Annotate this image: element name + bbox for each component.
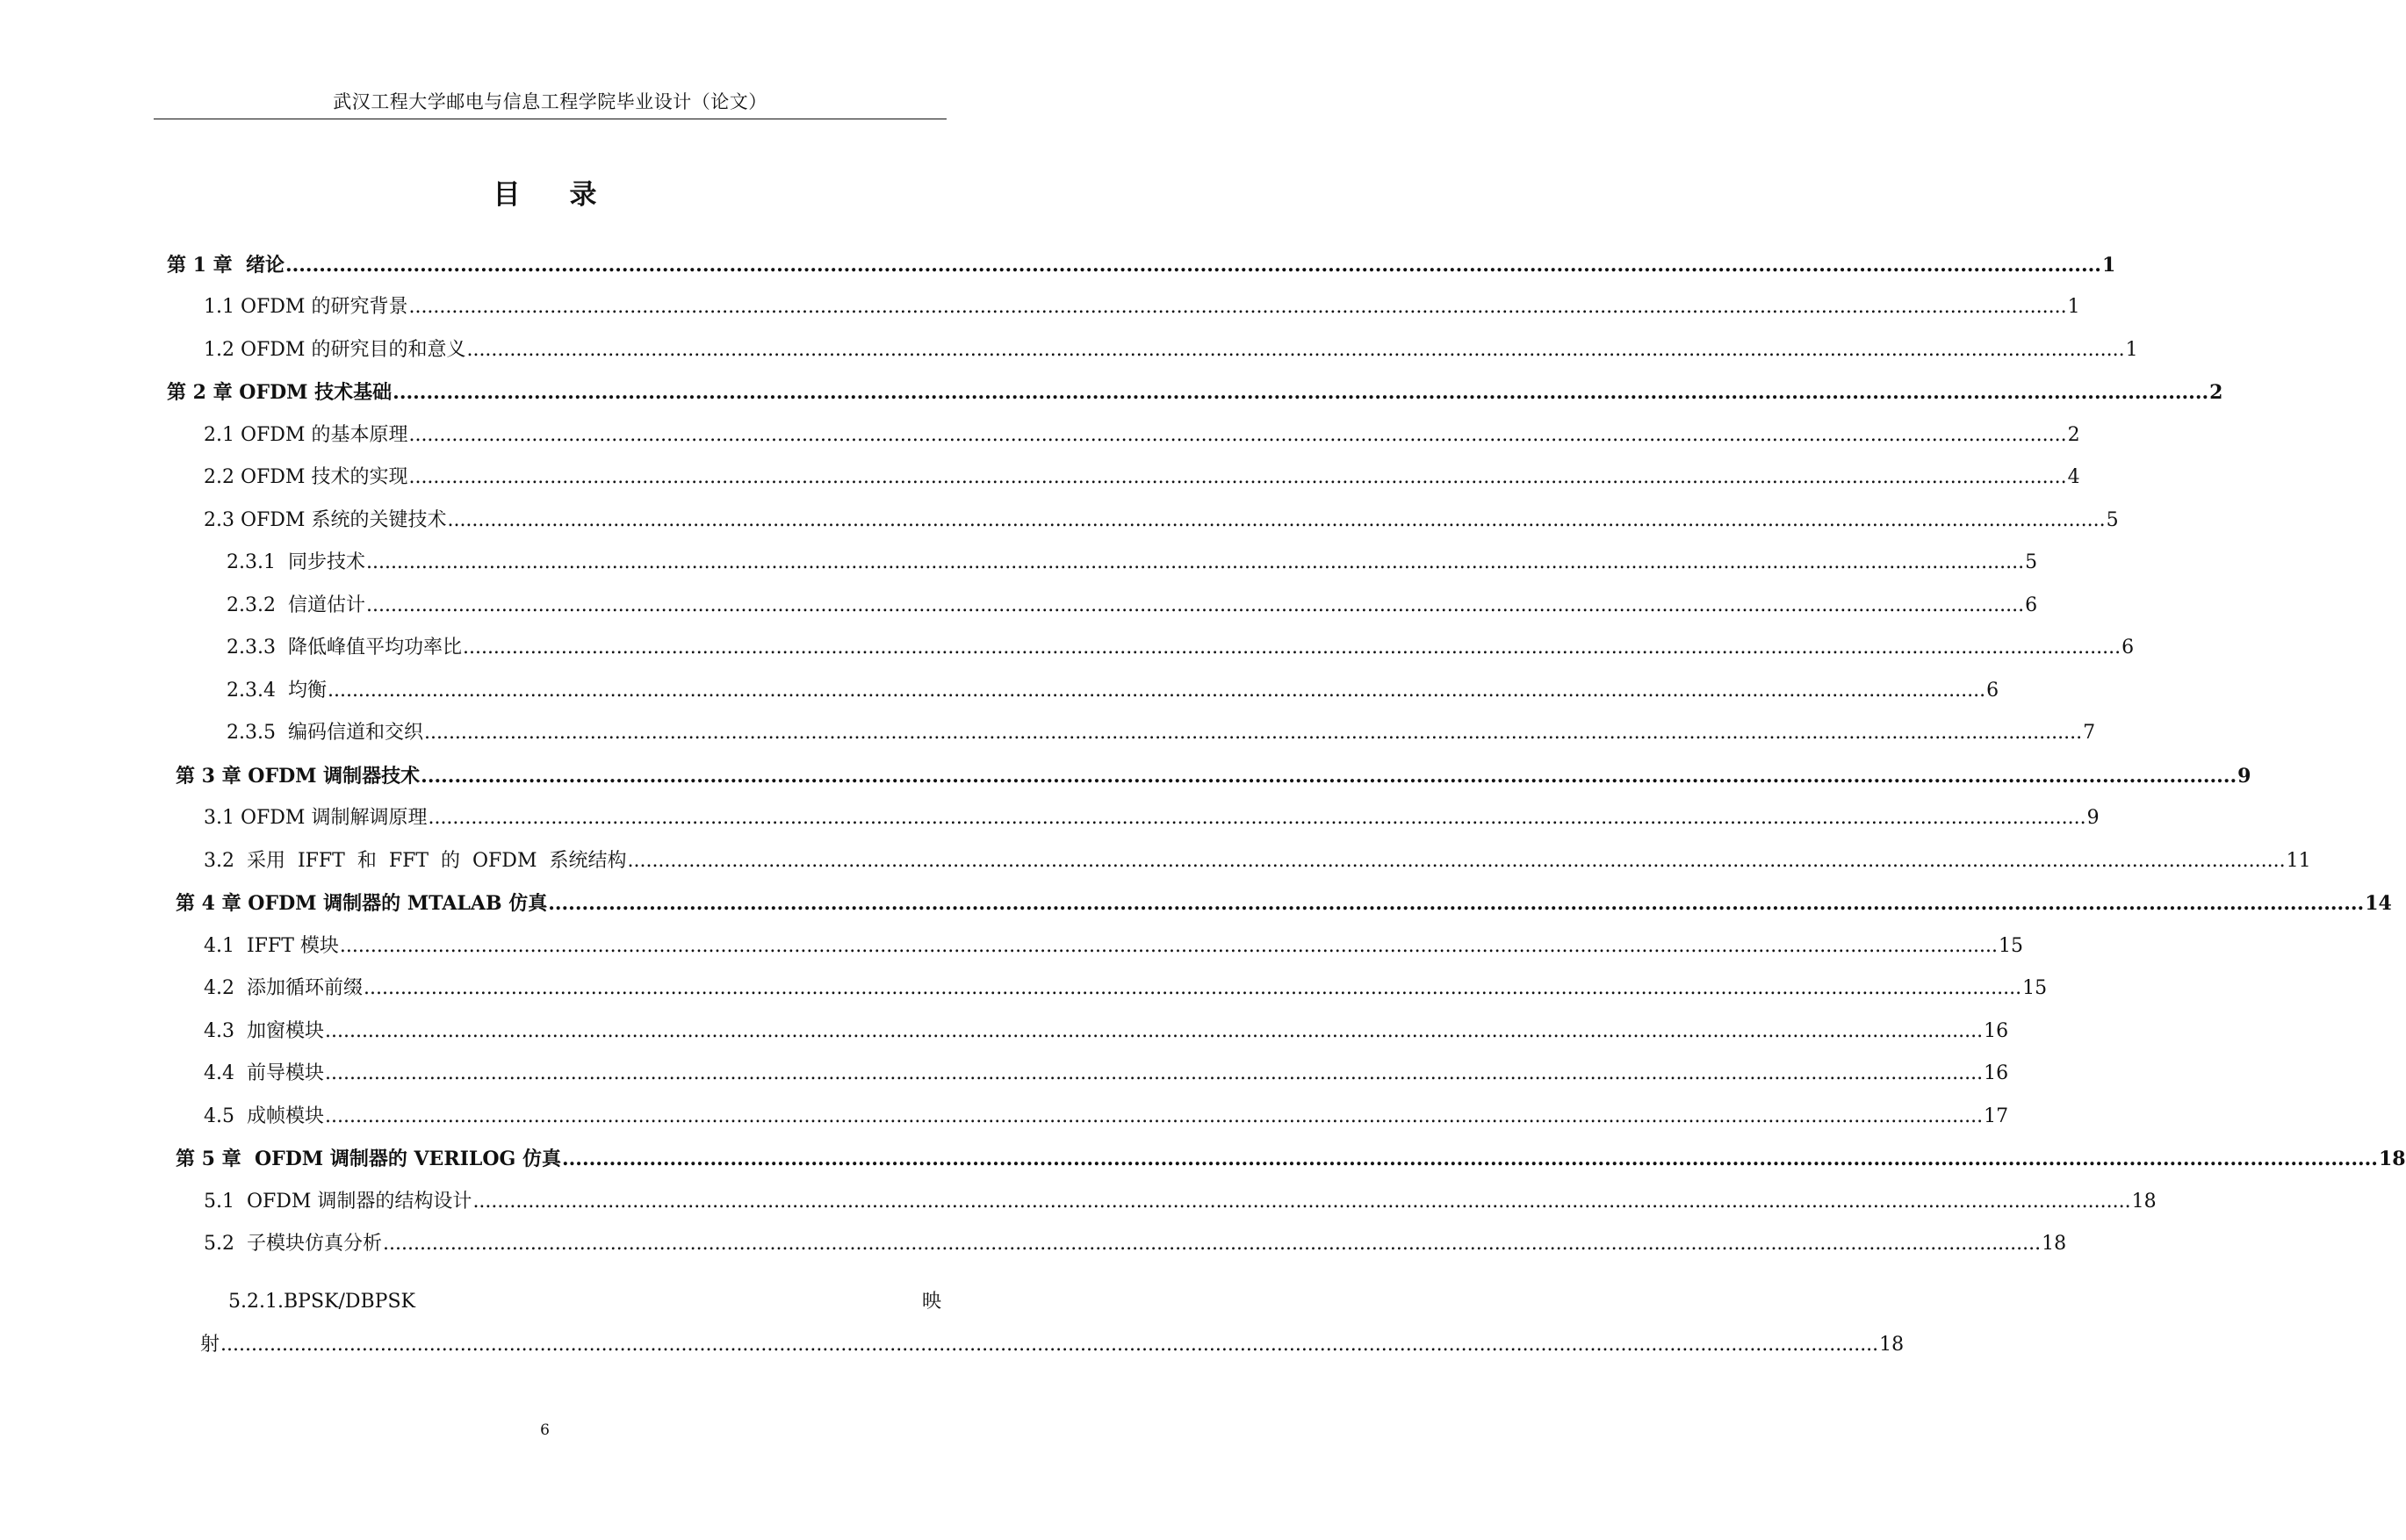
toc-entry-page: 16 xyxy=(1984,1020,2009,1042)
toc-entry-section xyxy=(204,932,2024,961)
dot-leader: .............................................................................................................................................................................................................................................................................. xyxy=(324,1105,1984,1127)
toc-entry-page: 1 xyxy=(2125,339,2138,361)
toc-entry-section xyxy=(204,507,2119,535)
toc-entry-subsection xyxy=(227,634,2135,662)
page-header: 武汉工程大学邮电与信息工程学院毕业设计（论文） xyxy=(333,91,767,112)
toc-entry-section xyxy=(204,421,2080,450)
dot-leader: .............................................................................................................................................................................................................................................................................. xyxy=(466,339,2125,361)
toc-entry-section xyxy=(204,464,2080,492)
toc-entry-label: 4.3 加窗模块 xyxy=(204,1020,324,1042)
dot-leader: .............................................................................................................................................................................................................................................................................. xyxy=(408,424,2067,446)
toc-entry-page: 9 xyxy=(2237,765,2251,788)
toc-entry-label: 第 1 章 绪论 xyxy=(167,254,285,277)
toc-entry-subsection xyxy=(227,592,2038,620)
toc-entry-page: 18 xyxy=(2378,1148,2406,1170)
dot-leader: .............................................................................................................................................................................................................................................................................. xyxy=(561,1148,2378,1170)
toc-entry-label: 2.3.5 编码信道和交织 xyxy=(227,722,423,744)
toc-entry-page: 6 xyxy=(2025,594,2038,616)
toc-entry-label: 2.1 OFDM 的基本原理 xyxy=(204,424,408,446)
toc-entry-page: 14 xyxy=(2365,892,2392,915)
toc-entry-label: 2.3.1 同步技术 xyxy=(227,551,365,573)
toc-entry-label: 第 3 章 OFDM 调制器技术 xyxy=(176,765,421,788)
toc-entry-label: 第 5 章 OFDM 调制器的 VERILOG 仿真 xyxy=(176,1148,561,1170)
toc-entry-section xyxy=(204,293,2080,321)
toc-entry-label: 2.3.2 信道估计 xyxy=(227,594,365,616)
toc-entry-page: 5 xyxy=(2025,551,2038,573)
dot-leader: .............................................................................................................................................................................................................................................................................. xyxy=(339,935,1999,957)
toc-entry-page: 6 xyxy=(2121,637,2135,658)
toc-entry-label: 4.1 IFFT 模块 xyxy=(204,935,339,957)
toc-entry-page: 15 xyxy=(1999,935,2024,957)
toc-entry-chapter xyxy=(176,762,2251,790)
toc-entry-page: 18 xyxy=(2131,1191,2157,1213)
toc-entry-chapter xyxy=(167,378,2223,407)
toc-entry-label: 4.4 前导模块 xyxy=(204,1062,324,1084)
toc-entry-section xyxy=(204,847,2311,875)
toc-entry-label: 1.2 OFDM 的研究目的和意义 xyxy=(204,339,466,361)
toc-entry-label: 4.2 添加循环前缀 xyxy=(204,977,363,999)
toc-entry-page: 9 xyxy=(2086,807,2100,829)
dot-leader: .............................................................................................................................................................................................................................................................................. xyxy=(447,509,2106,531)
dot-leader: .............................................................................................................................................................................................................................................................................. xyxy=(324,1020,1984,1042)
toc-entry-section xyxy=(204,336,2138,364)
dot-leader: .............................................................................................................................................................................................................................................................................. xyxy=(285,254,2101,277)
toc-entry-page: 2 xyxy=(2209,381,2223,404)
toc-entry-label: 第 2 章 OFDM 技术基础 xyxy=(167,381,393,404)
dot-leader: .............................................................................................................................................................................................................................................................................. xyxy=(393,381,2209,404)
toc-entry-section xyxy=(204,1103,2009,1131)
toc-entry-label-continued: 映 xyxy=(921,1291,941,1313)
toc-entry-label: 2.3 OFDM 系统的关键技术 xyxy=(204,509,447,531)
dot-leader: .............................................................................................................................................................................................................................................................................. xyxy=(324,1062,1984,1084)
dot-leader: .............................................................................................................................................................................................................................................................................. xyxy=(382,1233,2042,1255)
dot-leader: .............................................................................................................................................................................................................................................................................. xyxy=(548,892,2365,915)
dot-leader: .............................................................................................................................................................................................................................................................................. xyxy=(421,765,2237,788)
page-number: 6 xyxy=(540,1421,550,1439)
toc-entry-label-end: 射 xyxy=(200,1334,220,1356)
toc-entry-page: 4 xyxy=(2067,466,2080,488)
toc-entry-page: 18 xyxy=(1879,1334,1905,1356)
toc-entry-page: 17 xyxy=(1984,1105,2009,1127)
toc-entry-section xyxy=(204,1018,2009,1046)
toc-entry-page: 2 xyxy=(2067,424,2080,446)
dot-leader: .............................................................................................................................................................................................................................................................................. xyxy=(327,680,1986,702)
toc-entry-label: 5.2 子模块仿真分析 xyxy=(204,1233,382,1255)
toc-entry-chapter xyxy=(176,889,2392,918)
toc-entry-label: 4.5 成帧模块 xyxy=(204,1105,324,1127)
dot-leader: .............................................................................................................................................................................................................................................................................. xyxy=(365,551,2025,573)
dot-leader: .............................................................................................................................................................................................................................................................................. xyxy=(423,722,2083,744)
toc-entry-label: 2.3.4 均衡 xyxy=(227,680,327,702)
toc-entry-split-line-1 xyxy=(228,1288,941,1316)
dot-leader: .............................................................................................................................................................................................................................................................................. xyxy=(428,807,2086,829)
toc-entry-label: 5.1 OFDM 调制器的结构设计 xyxy=(204,1191,472,1213)
dot-leader: .............................................................................................................................................................................................................................................................................. xyxy=(472,1191,2131,1213)
toc-entry-page: 1 xyxy=(2067,296,2080,318)
dot-leader: .............................................................................................................................................................................................................................................................................. xyxy=(627,850,2286,872)
dot-leader: .............................................................................................................................................................................................................................................................................. xyxy=(462,637,2121,658)
toc-entry-page: 7 xyxy=(2083,722,2096,744)
toc-entry-page: 15 xyxy=(2022,977,2048,999)
toc-entry-section xyxy=(204,1230,2067,1258)
toc-entry-split-line-2 xyxy=(200,1331,1905,1359)
dot-leader: .............................................................................................................................................................................................................................................................................. xyxy=(363,977,2022,999)
toc-entry-section xyxy=(204,975,2048,1003)
toc-entry-label: 3.2 采用 IFFT 和 FFT 的 OFDM 系统结构 xyxy=(204,850,627,872)
toc-entry-label: 2.3.3 降低峰值平均功率比 xyxy=(227,637,462,658)
toc-title: 目录 xyxy=(493,179,646,211)
dot-leader: .............................................................................................................................................................................................................................................................................. xyxy=(408,466,2067,488)
toc-entry-page: 11 xyxy=(2286,850,2311,872)
dot-leader: .............................................................................................................................................................................................................................................................................. xyxy=(365,594,2025,616)
toc-entry-chapter xyxy=(167,251,2116,279)
dot-leader: .............................................................................................................................................................................................................................................................................. xyxy=(408,296,2067,318)
toc-entry-page: 16 xyxy=(1984,1062,2009,1084)
toc-entry-label: 5.2.1.BPSK/DBPSK xyxy=(228,1291,415,1313)
toc-entry-subsection xyxy=(227,677,1999,705)
toc-entry-page: 18 xyxy=(2042,1233,2067,1255)
dot-leader: .............................................................................................................................................................................................................................................................................. xyxy=(220,1334,1879,1356)
toc-entry-chapter xyxy=(176,1145,2406,1173)
toc-entry-subsection xyxy=(227,719,2096,747)
toc-entry-section xyxy=(204,1188,2157,1216)
toc-entry-page: 6 xyxy=(1986,680,1999,702)
toc-entry-section xyxy=(204,1060,2009,1088)
toc-entry-label: 2.2 OFDM 技术的实现 xyxy=(204,466,408,488)
toc-entry-label: 第 4 章 OFDM 调制器的 MTALAB 仿真 xyxy=(176,892,548,915)
toc-entry-section xyxy=(204,804,2100,832)
toc-entry-page: 1 xyxy=(2101,254,2116,277)
toc-entry-label: 3.1 OFDM 调制解调原理 xyxy=(204,807,428,829)
toc-entry-page: 5 xyxy=(2106,509,2119,531)
toc-entry-label: 1.1 OFDM 的研究背景 xyxy=(204,296,408,318)
toc-entry-subsection xyxy=(227,549,2038,577)
